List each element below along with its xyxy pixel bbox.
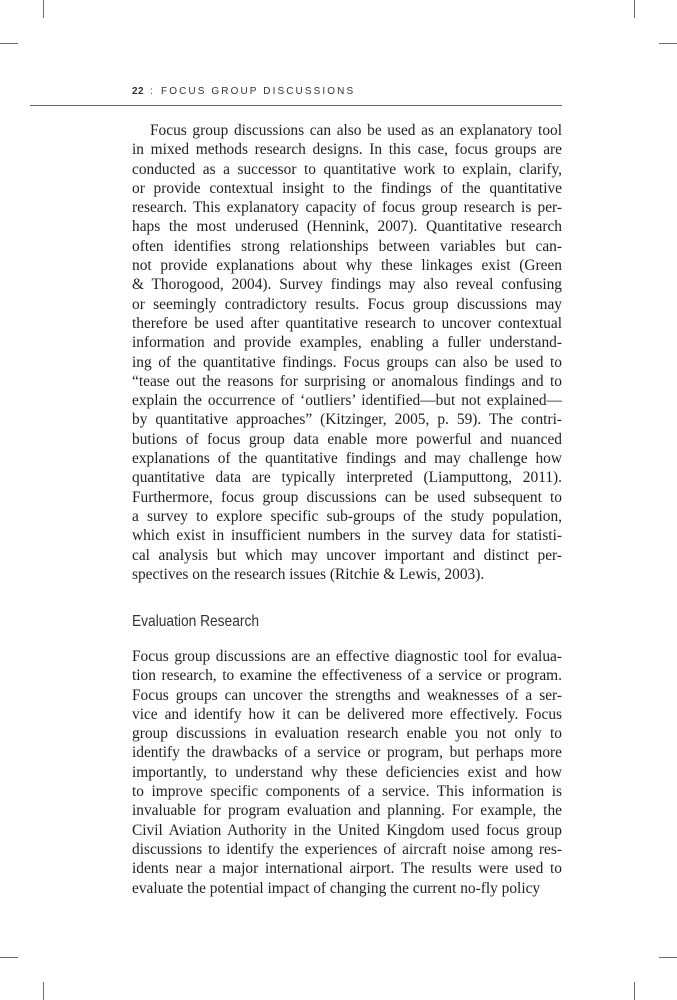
- text-line: not provide explanations about why these linkages exist (Green: [132, 257, 562, 275]
- text-line: importantly, to understand why these deficiencies exist and how: [132, 763, 562, 781]
- crop-mark: [634, 0, 635, 18]
- text-line: butions of focus group data enable more powerful and nuanced: [132, 430, 562, 448]
- text-line: explanations of the quantitative findings and may challenge how: [132, 450, 562, 468]
- header-rule: [30, 105, 562, 106]
- text-line: therefore be used after quantitative research to uncover contextual: [132, 314, 562, 332]
- text-line: often identifies strong relationships between variables but can-: [132, 237, 562, 255]
- page-number: 22: [132, 86, 145, 97]
- text-line: research. This explanatory capacity of focus group research is per-: [132, 199, 562, 217]
- text-line: conducted as a successor to quantitative work to explain, clarify,: [132, 160, 562, 178]
- text-line: Focus group discussions are an effective diagnostic tool for evalua-: [132, 648, 562, 665]
- crop-mark: [659, 957, 677, 958]
- text-line: Focus groups can uncover the strengths and weaknesses of a ser-: [132, 686, 562, 704]
- text-line: evaluate the potential impact of changing the current no-fly policy: [132, 879, 541, 897]
- text-line: in mixed methods research designs. In this case, focus groups are: [132, 141, 562, 159]
- crop-mark: [0, 957, 18, 958]
- text-line: & Thorogood, 2004). Survey findings may also reveal confusing: [132, 276, 562, 294]
- text-line: to improve specific components of a service. This information is: [132, 783, 562, 801]
- text-line: Focus group discussions can also be used as an explanatory tool: [150, 122, 562, 139]
- text-line: which exist in insufficient numbers in the survey data for statisti-: [132, 527, 562, 545]
- book-title: FOCUS GROUP DISCUSSIONS: [161, 86, 356, 97]
- section-heading: Evaluation Research: [132, 613, 259, 630]
- text-line: haps the most underused (Hennink, 2007). Quantitative research: [132, 218, 562, 236]
- text-line: identify the drawbacks of a service or program, but perhaps more: [132, 744, 562, 762]
- text-line: spectives on the research issues (Ritchie & Lewis, 2003).: [132, 565, 485, 583]
- text-line: or seemingly contradictory results. Focus group discussions may: [132, 295, 562, 313]
- body-paragraph: [132, 647, 562, 898]
- text-line: by quantitative approaches” (Kitzinger, 2005, p. 59). The contri-: [132, 411, 562, 429]
- text-line: “tease out the reasons for surprising or anomalous findings and to: [132, 372, 562, 390]
- text-line: group discussions in evaluation research enable you not only to: [132, 725, 562, 743]
- text-line: Furthermore, focus group discussions can be used subsequent to: [132, 488, 562, 506]
- text-line: Civil Aviation Authority in the United Kingdom used focus group: [132, 821, 562, 839]
- text-line: discussions to identify the experiences of aircraft noise among res-: [132, 840, 562, 858]
- crop-mark: [43, 0, 44, 18]
- text-line: vice and identify how it can be delivered more effectively. Focus: [132, 705, 562, 723]
- text-line: ing of the quantitative findings. Focus groups can also be used to: [132, 353, 562, 371]
- text-line: invaluable for program evaluation and planning. For example, the: [132, 802, 562, 820]
- text-line: explain the occurrence of ‘outliers’ identified—but not explained—: [132, 392, 562, 410]
- running-head: [132, 86, 355, 97]
- header-separator: :: [150, 86, 156, 97]
- text-line: or provide contextual insight to the findings of the quantitative: [132, 179, 562, 197]
- crop-mark: [634, 982, 635, 1000]
- text-line: a survey to explore specific sub-groups of the study population,: [132, 507, 562, 525]
- crop-mark: [0, 43, 18, 44]
- text-line: idents near a major international airport. The results were used to: [132, 860, 562, 878]
- crop-mark: [659, 43, 677, 44]
- text-line: information and provide examples, enabling a fuller understand-: [132, 334, 562, 352]
- crop-mark: [43, 982, 44, 1000]
- body-paragraph: [132, 121, 562, 584]
- text-line: tion research, to examine the effectiveness of a service or program.: [132, 667, 562, 685]
- text-line: quantitative data are typically interpreted (Liamputtong, 2011).: [132, 469, 562, 487]
- text-line: cal analysis but which may uncover important and distinct per-: [132, 546, 562, 564]
